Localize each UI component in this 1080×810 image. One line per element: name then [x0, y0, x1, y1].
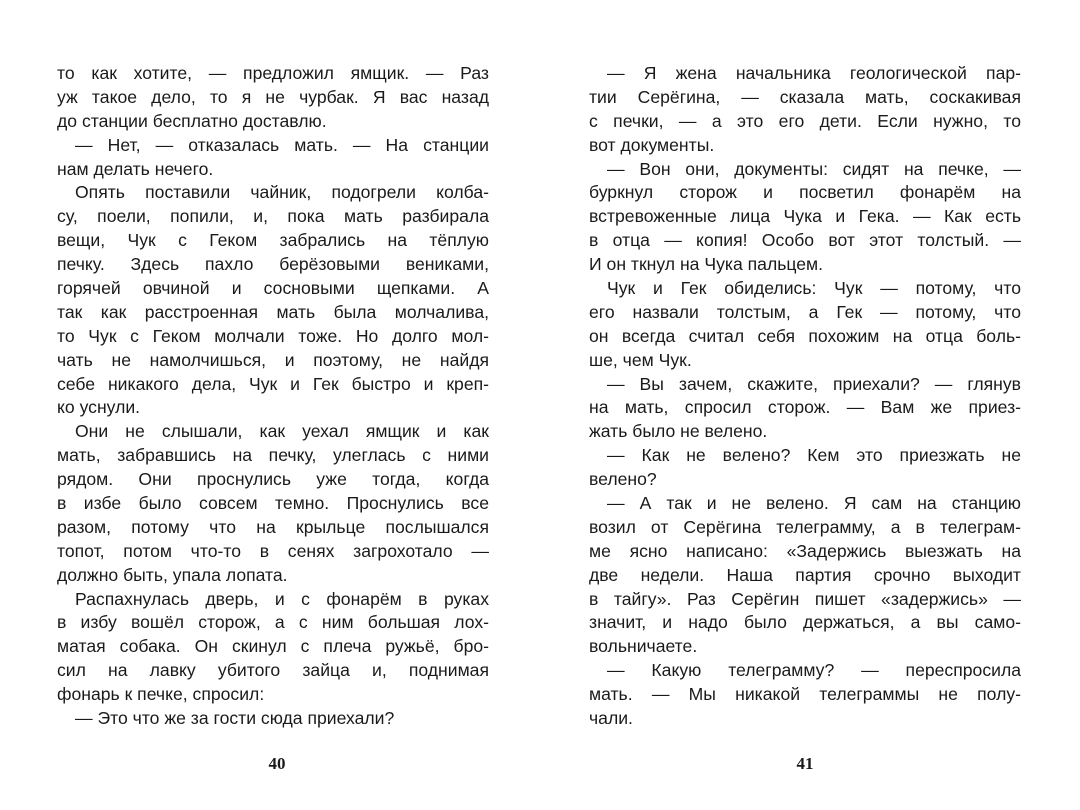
text-line: разом, потому что на крыльце послышался [57, 516, 489, 537]
text-line: И он ткнул на Чука пальцем. [589, 254, 824, 275]
text-line: то как хотите, — предложил ямщик. — Раз [57, 63, 489, 83]
text-line: Распахнулась дверь, и с фонарём в руках [75, 588, 489, 609]
text-line: ше, чем Чук. [589, 349, 692, 370]
text-line: значит, и надо было держаться, а вы само- [589, 612, 1021, 633]
text-line: — Вон они, документы: сидят на печке, — [607, 158, 1021, 179]
text-line: мать, забравшись на печку, улеглась с ними [57, 445, 489, 466]
text-line: топот, потом что-то в сенях загрохотало — [57, 540, 489, 561]
text-line: горячей овчиной и сосновыми щепками. А [57, 278, 489, 299]
text-line: две недели. Наша партия срочно выходит [589, 564, 1021, 585]
text-line: в избе было совсем темно. Проснулись все [57, 493, 489, 514]
text-line: уж такое дело, то я не чурбак. Я вас назад [57, 86, 489, 107]
text-line: матая собака. Он скинул с плеча ружьё, бро- [57, 636, 489, 657]
page-number-left: 40 [268, 754, 286, 773]
text-line: чали. [589, 708, 633, 729]
text-line: — Это что же за гости сюда приехали? [75, 708, 395, 729]
text-line: — Как не велено? Кем это приезжать не [607, 445, 1021, 466]
text-line: велено? [589, 469, 657, 490]
text-line: Они не слышали, как уехал ямщик и как [75, 421, 489, 442]
text-line: тии Серёгина, — сказала мать, соскакивая [589, 86, 1021, 107]
text-line: — Я жена начальника геологической пар- [607, 63, 1021, 83]
text-line: сил на лавку убитого зайца и, поднимая [57, 660, 489, 681]
text-line: ме ясно написано: «Задержись выезжать на [589, 540, 1021, 561]
text-line: он всегда считал себя похожим на отца боль- [589, 325, 1021, 346]
text-line: чать не намолчишься, и поэтому, не найдя [57, 349, 489, 370]
text-line: — Нет, — отказалась мать. — На станции [75, 134, 489, 155]
text-line: так как расстроенная мать была молчалива, [57, 301, 489, 322]
right-page-text [589, 62, 1021, 742]
text-line: — Какую телеграмму? — переспросила [607, 660, 1021, 681]
text-line: с печки, — а это его дети. Если нужно, то [589, 110, 1021, 131]
text-line: ко уснули. [57, 397, 141, 418]
text-line: фонарь к печке, спросил: [57, 684, 265, 705]
text-line: — Вы зачем, скажите, приехали? — глянув [607, 373, 1021, 394]
text-line: до станции бесплатно доставлю. [57, 110, 327, 131]
page-number-right: 41 [796, 754, 814, 773]
text-line: мать. — Мы никакой телеграммы не полу- [589, 684, 1021, 705]
text-line: возил от Серёгина телеграмму, а в телеграм- [589, 516, 1021, 537]
text-line: то Чук с Геком молчали тоже. Но долго мол- [57, 325, 489, 346]
text-line: вот документы. [589, 134, 715, 155]
text-line: себе никакого дела, Чук и Гек быстро и креп- [57, 373, 489, 394]
text-line: вольничаете. [589, 636, 698, 657]
text-line: буркнул сторож и посветил фонарём на [589, 182, 1021, 203]
text-line: в отца — копия! Особо вот этот толстый. — [589, 230, 1021, 251]
text-line: вещи, Чук с Геком забрались на тёплую [57, 230, 489, 251]
text-line: жать было не велено. [589, 421, 768, 442]
text-line: в тайгу». Раз Серёгин пишет «задержись» — [589, 588, 1021, 609]
left-page-text [57, 62, 489, 742]
text-line: — А так и не велено. Я сам на станцию [607, 493, 1021, 514]
text-line: должно быть, упала лопата. [57, 564, 288, 585]
text-line: печку. Здесь пахло берёзовыми вениками, [57, 254, 489, 275]
text-line: Чук и Гек обиделись: Чук — потому, что [607, 278, 1021, 299]
text-line: на мать, спросил сторож. — Вам же приез- [589, 397, 1021, 418]
text-line: нам делать нечего. [57, 158, 214, 179]
text-line: Опять поставили чайник, подогрели колба- [75, 182, 489, 203]
text-line: в избу вошёл сторож, а с ним большая лох- [57, 612, 489, 633]
text-line: встревоженные лица Чука и Гека. — Как есть [589, 206, 1021, 227]
text-line: рядом. Они проснулись уже тогда, когда [57, 469, 489, 490]
text-line: его назвали толстым, а Гек — потому, что [589, 301, 1021, 322]
text-line: су, поели, попили, и, пока мать разбирала [57, 206, 489, 227]
